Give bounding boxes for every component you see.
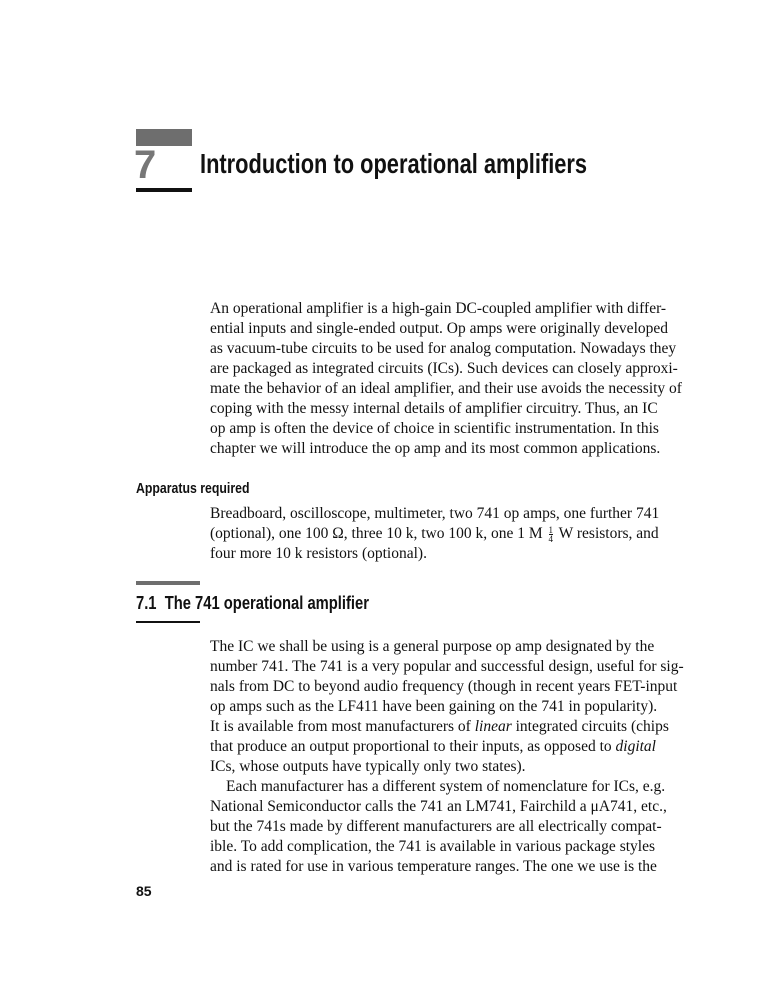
text-segment: mate the behavior of an ideal amplifier, and their use avoids the necessity of (210, 380, 682, 397)
chapter-rule (136, 188, 192, 192)
text-line (210, 359, 678, 379)
chapter-title (200, 147, 696, 181)
text-segment: but the 741s made by different manufacturers are all electrically compat- (210, 818, 662, 835)
apparatus-line (210, 524, 659, 544)
text-segment: An operational amplifier is a high-gain DC-coupled amplifier with differ- (210, 300, 667, 317)
text-line (210, 797, 667, 817)
text-segment: as vacuum-tube circuits to be used for analog computation. Nowadays they (210, 340, 677, 357)
text-segment: coping with the messy internal details of amplifier circuitry. Thus, an IC (210, 400, 658, 417)
section-gray-bar (136, 581, 200, 585)
section-body (210, 637, 684, 877)
text-line (210, 817, 662, 837)
text-line (210, 439, 661, 459)
text-line (210, 857, 657, 877)
page-number: 85 (136, 883, 152, 899)
text-line (210, 319, 668, 339)
text-line (210, 677, 678, 697)
apparatus-line: Breadboard, oscilloscope, multimeter, two 741 op amps, one further 741 (210, 505, 660, 522)
text-segment: are packaged as integrated circuits (ICs). Such devices can closely approxi- (210, 360, 678, 377)
text-segment: ible. To add complication, the 741 is available in various package styles (210, 838, 655, 855)
text-segment: nals from DC to beyond audio frequency (though in recent years FET-input (210, 678, 678, 695)
italic-term: linear (474, 718, 512, 735)
text-segment: It is available from most manufacturers of (210, 718, 475, 735)
apparatus-line: four more 10 k resistors (optional). (210, 545, 427, 562)
section-paragraph (210, 777, 667, 877)
text-line (210, 697, 658, 717)
apparatus-line-text: (optional), one 100 Ω, three 10 k, two 100 k, one 1 M (210, 525, 543, 542)
text-segment: ential inputs and single-ended output. Op amps were originally developed (210, 320, 668, 337)
section-paragraph (210, 637, 684, 777)
frac-num: 1 (548, 524, 554, 535)
text-line (210, 379, 682, 399)
section-rule (136, 621, 200, 623)
text-segment: ICs, whose outputs have typically only two states). (210, 758, 526, 775)
section-heading-text: 7.1 The 741 operational amplifier (136, 593, 369, 613)
apparatus-line-text: W resistors, and (558, 525, 659, 542)
chapter-title-text: Introduction to operational amplifiers (200, 148, 588, 179)
text-segment: chapter we will introduce the op amp and its most common applications. (210, 440, 661, 457)
text-segment: integrated circuits (chips (511, 718, 669, 735)
text-line (210, 777, 666, 797)
frac-den: 4 (548, 533, 554, 544)
text-segment: op amp is often the device of choice in scientific instrumentation. In this (210, 420, 659, 437)
text-line (210, 657, 684, 677)
fraction-one-quarter (549, 526, 554, 543)
text-segment: National Semiconductor calls the 741 an LM741, Fairchild a μA741, etc., (210, 798, 667, 815)
text-segment: op amps such as the LF411 have been gaining on the 741 in popularity). (210, 698, 658, 715)
chapter-number: 7 (134, 143, 157, 187)
text-line (210, 299, 667, 319)
text-line (210, 737, 656, 757)
intro-paragraph (210, 299, 682, 459)
text-line (210, 637, 655, 657)
apparatus-heading-text: Apparatus required (136, 480, 250, 497)
section-heading (136, 592, 420, 614)
text-segment: number 741. The 741 is a very popular and successful design, useful for sig- (210, 658, 684, 675)
text-segment: and is rated for use in various temperature ranges. The one we use is the (210, 858, 657, 875)
text-segment: The IC we shall be using is a general purpose op amp designated by the (210, 638, 655, 655)
italic-term: digital (615, 738, 656, 755)
text-line (210, 339, 677, 359)
text-line (210, 399, 658, 419)
text-segment: that produce an output proportional to their inputs, as opposed to (210, 738, 616, 755)
text-line (210, 837, 655, 857)
apparatus-heading (136, 479, 274, 499)
text-line (210, 757, 630, 777)
text-line (210, 717, 669, 737)
text-segment: Each manufacturer has a different system of nomenclature for ICs, e.g. (226, 778, 666, 795)
apparatus-list (210, 504, 660, 564)
text-line (210, 419, 659, 439)
